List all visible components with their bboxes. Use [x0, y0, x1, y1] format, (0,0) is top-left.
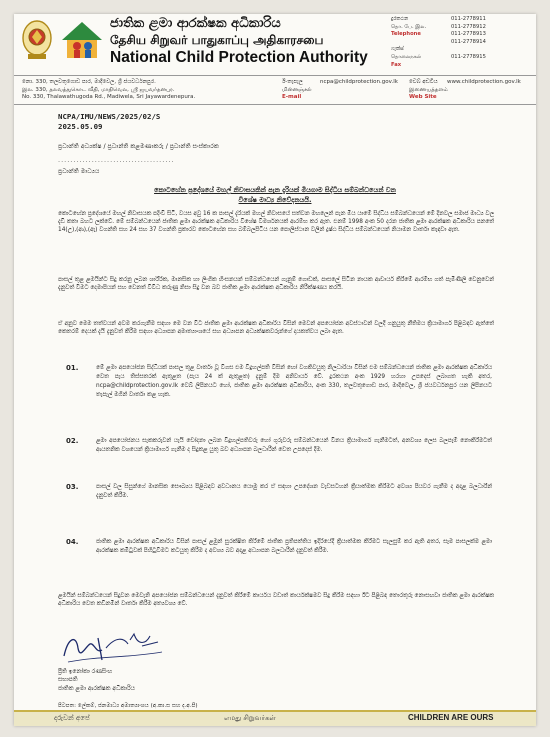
- recipient-dots: ......................................: [58, 156, 175, 164]
- contact-row: தொலைநகல் 011-2778915: [391, 53, 486, 60]
- signature-icon: [58, 626, 168, 666]
- paragraph-2: පාසල් තුළ ළමයින්ට සිදු කරනු ලබන ශාරීරික, මානසික හා ලිංගික හිංසනයන් සම්බන්ධයෙන් ගැනුම් ගොඩක්, පාසලේ සිටින නායක ආචාර්ය කිරීමේ ආරම්භ ගත් පැමිණිලි වෙනුවෙන් දැනුවත් වීමට දෙමාපියන් සහ වෙනත් විවිධ කරුණු නිසා සිදු වන බව ජාතික ළමා ආරක්ෂක අධිකාරිය නිරීක්ෂණය කරයි.: [58, 277, 494, 292]
- footer-bar: [14, 710, 536, 726]
- contact-row: දුරකථන 011-2778911: [391, 16, 486, 22]
- org-name-sinhala: ජාතික ළමා ආරක්ෂක අධිකාරිය: [110, 16, 281, 31]
- closing-paragraph: ළමයින් සම්බන්ධයෙන් සිදුවන මෙවැනි අපයෝජන සම්බන්ධයෙන් දැනුවත් කිරීමේ කාර්යය වඩාත් කාර්යක්ෂමව සිදු කිරීම සඳහා ඊට පිළිබඳ තොරතුරු නොසඟවා ජාතික ළමා ආරක්ෂක අධිකාරිය වෙත කඩිනමින් වාර්තා කිරීම අත්‍යවශ්‍ය වේ.: [58, 593, 494, 608]
- state-emblem-icon: [20, 18, 54, 62]
- contact-row: Fax: [391, 61, 402, 68]
- reference-number: NCPA/IMU/NEWS/2025/02/S: [58, 112, 161, 121]
- footer-slogan-sinhala: දරුවන් අපේ: [54, 714, 90, 722]
- paragraph-1: කොටහේන ප්‍රදේශයේ මහල් නිවාසයක පදිංචි සිටි, වයස අවු 16 ක පාසල් දැරියක් මහල් නිවාසයේ සත්වන මහලෙන් පැන මිය යාමේ සිද්ධිය සම්බන්ධයෙන් මේ දිනවල සමාජ මාධ්‍ය වල දැඩි කතා බහට ලක්වේ. මේ සම්බන්ධයෙන් ජාතික ළමා ආරක්ෂක අධිකාරිය විශේෂ විමර්ශනයක් ආරම්භ කර ඇත. එනම් 1998 අංක 50 දරන ජාතික ළමා ආරක්ෂක අධිකාරිය පනතේ 14(උ),(ආ),(ඇ) වගන්ති සහ 24 සහ 37 වගන්ති ප්‍රකාරව කොටහේන සහ බම්බලපිටිය යන පොලිස්ථාන වලින් ද්‍රෂ්ඨ සිද්ධිය සම්බන්ධයෙන් නියාමන වාර්තා කැඳවා ඇත.: [58, 211, 494, 234]
- reference-block: [58, 112, 160, 132]
- letter-date: 2025.05.09: [58, 122, 103, 131]
- letterhead: [14, 14, 536, 76]
- footer-slogan-tamil: எமது சிறுவர்கள்: [224, 714, 276, 722]
- recipient-media: ප්‍රධාන්ති මාධ්‍යය: [58, 168, 100, 175]
- subject-heading: කොටහේන ප්‍රදේශයේ මහල් නිවාසයකින් පැන දැරියක් මියගාම සිද්ධිය සම්බන්ධයෙන් වන විශේෂ මාධ්‍ය නිවේදනයයි.: [154, 186, 396, 204]
- web-block: වෙබ් අඩවිය www.childprotection.gov.lk இணையத்தளம் Web Site: [409, 79, 521, 100]
- signer-title: සභාපති: [58, 677, 78, 684]
- ncpa-logo-icon: [58, 18, 106, 62]
- divider: [14, 104, 536, 105]
- footer-slogan-english: CHILDREN ARE OURS: [408, 713, 494, 722]
- contact-row: Telephone 011-2778913: [391, 31, 486, 38]
- signer-block: [58, 668, 135, 693]
- address-bar: [14, 76, 536, 104]
- contact-row: ෆැක්ස්: [391, 46, 404, 53]
- email-link[interactable]: ncpa@childprotection.gov.lk: [320, 79, 398, 85]
- postal-address: නො. 330, තලවතුගොඩ පාර, මාදිවෙල, ශ්‍රී ජයවර්ධනපුර. இல. 330, தலவத்துகொட வீதி, மாதிவெல, ஸ்ரீ ஜயவர்தனபுர. No. 330, Thalawathugoda Rd., Madiwela, Sri Jayawardenepura.: [22, 79, 196, 100]
- org-name-tamil: தேசிய சிறுவர் பாதுகாப்பு அதிகாரசபை: [110, 33, 324, 47]
- paragraph-3: ඒ අනුව මෙම තත්වයන් අවම කරගැනීම සඳහා මෙ වන විට ජාතික ළමා ආරක්ෂක අධිකාරිය විසින් මෙවන් අපයෝජන අවස්ථාවන් වලදී ගනුයුතු නීතිමය ක්‍රියාමාර්ග පිළිබඳව ඇත්තේ කෙතරම් දෙයක් දැයි දැනුවත් කිරීම සඳහා අධ්‍යාපන අමාත්‍යාංශයේ සහ අධ්‍යාපන අධ්‍යක්ෂකවරුන්ගේ දායකත්වය ලබා ඇත.: [58, 321, 494, 336]
- recipient-line: ප්‍රධාන්ති අධ්‍යක්ෂ / ප්‍රධාන්ති කළමණාකරු / ප්‍රධාන්ති සංස්කාරක: [58, 143, 219, 150]
- signer-org: ජාතික ළමා ආරක්ෂක අධිකාරිය: [58, 685, 135, 692]
- contact-row: 011-2778914: [451, 38, 486, 45]
- email-block: ඊ-තැපැල ncpa@childprotection.gov.lk மின்னஞ்சல் E-mail: [282, 79, 398, 100]
- contact-row: தொ. பே. இல. 011-2778912: [391, 23, 486, 30]
- letter-page: ජාතික ළමා ආරක්ෂක අධිකාරිය தேசிய சிறுவர் பாதுகாப்பு அதிகாரசபை National Child Protection Authority දුරකථන 011-2778911 தொ. பே. இல. 011-2778912 Telephone 011-2778913 011-2778914 ෆැක්ස් தொலைநகல் 011-2778915 Fax නො. 330, තලවතුගොඩ පාර, මාදිවෙල, ශ්‍රී ජයවර්ධනපුර. இல. 330, தலவத்துகொட வீதி, மாதிவெல, ஸ்ரீ ஜயவர்தனபுர. No. 330, Thalawathugoda Rd., Madiwela, Sri Jayawardenepura. ඊ-තැපැල ncpa@childprotection.gov.lk மின்னஞ்சல் E-mail වෙබ් අඩවිය www.childprotection.gov.lk இணையத்தளம் Web Site NCPA/IMU/NEWS/2025/02/S 2025.05.09 ප්‍රධාන්ති අධ්‍යක්ෂ / ප්‍රධාන්ති කළමණාකරු / ප්‍රධාන්ති සංස්කාරක ...................................... ප්‍රධාන්ති මාධ්‍යය කොටහේන ප්‍රදේශයේ මහල් නිවාසයකින් පැන දැරියක් මියගාම සිද්ධිය සම්බන්ධයෙන් වන විශේෂ මාධ්‍ය නිවේදනයයි. කොටහේන ප්‍රදේශයේ මහල් නිවාසයක පදිංචි සිටි, වයස අවු 16 ක පාසල් දැරියක් මහල් නිවාසයේ සත්වන මහලෙන් පැන මිය යාමේ සිද්ධිය සම්බන්ධයෙන් මේ දිනවල සමාජ මාධ්‍ය වල දැඩි කතා බහට ලක්වේ. මේ සම්බන්ධයෙන් ජාතික ළමා ආරක්ෂක අධිකාරිය විශේෂ විමර්ශනයක් ආරම්භ කර ඇත. එනම් 1998 අංක 50 දරන ජාතික ළමා ආරක්ෂක අධිකාරිය පනතේ 14(උ),(ආ),(ඇ) වගන්ති සහ 24 සහ 37 වගන්ති ප්‍රකාරව කොටහේන සහ බම්බලපිටිය යන පොලිස්ථාන වලින් ද්‍රෂ්ඨ සිද්ධිය සම්බන්ධයෙන් නියාමන වාර්තා කැඳවා ඇත. පාසල් තුළ ළමයින්ට සිදු කරනු ලබන ශාරීරික, මානසික හා ලිංගික හිංසනයන් සම්බන්ධයෙන් ගැනුම් ගොඩක්, පාසලේ සිටින නායක ආචාර්ය කිරීමේ ආරම්භ ගත් පැමිණිලි වෙනුවෙන් දැනුවත් වීමට දෙමාපියන් සහ වෙනත් විවිධ කරුණු නිසා සිදු වන බව ජාතික ළමා ආරක්ෂක අධිකාරිය නිරීක්ෂණය කරයි. ඒ අනුව මෙම තත්වයන් අවම කරගැනීම සඳහා මෙ වන විට ජාතික ළමා ආරක්ෂක අධිකාරිය විසින් මෙවන් අපයෝජන අවස්ථාවන් වලදී ගනුයුතු නීතිමය ක්‍රියාමාර්ග පිළිබඳව ඇත්තේ කෙතරම් දෙයක් දැයි දැනුවත් කිරීම සඳහා අධ්‍යාපන අමාත්‍යාංශයේ සහ අධ්‍යාපන අධ්‍යක්ෂකවරුන්ගේ දායකත්වය ලබා ඇත. 01. මේ ළමා අපයෝජන සිද්ධියක් පාසල තුළ වාර්තා වූ විගස එම විදුහල්පති විසින් හෝ වගකිවයුතු නිලධාරියා විසින් එම සම්බන්ධයෙන් ජාතික ළමා ආරක්ෂක අධිකාරිය වෙත පැය තිස්සතරක් ඇතුළත (පැය 24 ක් ඇතුළත) දැනුම් දීම අනිවාර්ය වේ. දුරකථන අංක 1929 හරහා උපදෙස් ලබාගත හැකි අතර, ncpa@childprotection.gov.lk වෙබ් ලිපිනයට හෝ, ජාතික ළමා ආරක්ෂක අධිකාරිය, අංක 330, තලවතුගොඩ පාර, මාදිවෙල, ශ්‍රී ජයවර්ධනපුර යන ලිපිනයට තැපැල් මගින් වාර්තා කළ හැක. 02. ළමා අපයෝජනය සැකකරුවන් යැයි චෝදනා ලබන විදුහල්පතිවරු හෝ ගුරුවරු සම්බන්ධයෙන් විනය ක්‍රියාමාර්ග ගැනීමටත්, අනවශ්‍ය ලෙස බලපෑම් නොකිරීමටත් ආයතනික වශයෙන් ක්‍රියාමාර්ග ගැනීම ද සිදුකළ යුතු බව අධ්‍යාපන බලධාරීන් වෙත උපදෙස් දීම. 03. පාසල් වල සිසුන්ගේ මානසික සෞඛ්‍යය පිළිබඳව අවධානය යොමු කර ඒ සඳහා උපදේශන වැඩසටහන් ක්‍රියාත්මක කිරීමට අවශ්‍ය පියවර ගැනීම ද අදාළ බලධාරීන් දැනුවත් කිරීම. 04. ජාතික ළමා ආරක්ෂක අධිකාරිය විසින් පාසල් ළමුන් සුරක්ෂිත කිරීමේ ජාතික ප්‍රතිපත්තිය ඉදිරියේදී ක්‍රියාත්මක කිරීමට සැලසුම් කර ඇති අතර, සෑම පාසලක්ම ළමා ආරක්ෂක කමිටුවක් පිහිටුවීමට කටයුතු කිරීම ද අවශ්‍ය බව අදාළ අධ්‍යාපන බලධාරීන් දැනුවත් කිරීම. ළමයින් සම්බන්ධයෙන් සිදුවන මෙවැනි අපයෝජන සම්බන්ධයෙන් දැනුවත් කිරීමේ කාර්යය වඩාත් කාර්යක්ෂමව සිදු කිරීම සඳහා ඊට පිළිබඳ තොරතුරු නොසඟවා ජාතික ළමා ආරක්ෂක අධිකාරිය වෙත කඩිනමින් වාර්තා කිරීම අත්‍යවශ්‍ය වේ. ප්‍රීති ඉනෝකා රණසිංහ සභාපති ජාතික ළමා ආරක්ෂක අධිකාරිය පිටපත: ලේකම්, ජනමාධ්‍ය අමාත්‍යාංශය (අ.කා.ස සහ ද.අ.පි) දරුවන් අපේ எமது சிறுவர்கள் CHILDREN ARE OURS: [14, 14, 536, 726]
- signer-name: ප්‍රීති ඉනෝකා රණසිංහ: [58, 669, 113, 675]
- org-name-english: National Child Protection Authority: [110, 49, 368, 66]
- copy-to: පිටපත: ලේකම්, ජනමාධ්‍ය අමාත්‍යාංශය (අ.කා.ස සහ ද.අ.පි): [58, 703, 198, 709]
- contact-block: [391, 16, 534, 69]
- website-link[interactable]: www.childprotection.gov.lk: [447, 79, 521, 85]
